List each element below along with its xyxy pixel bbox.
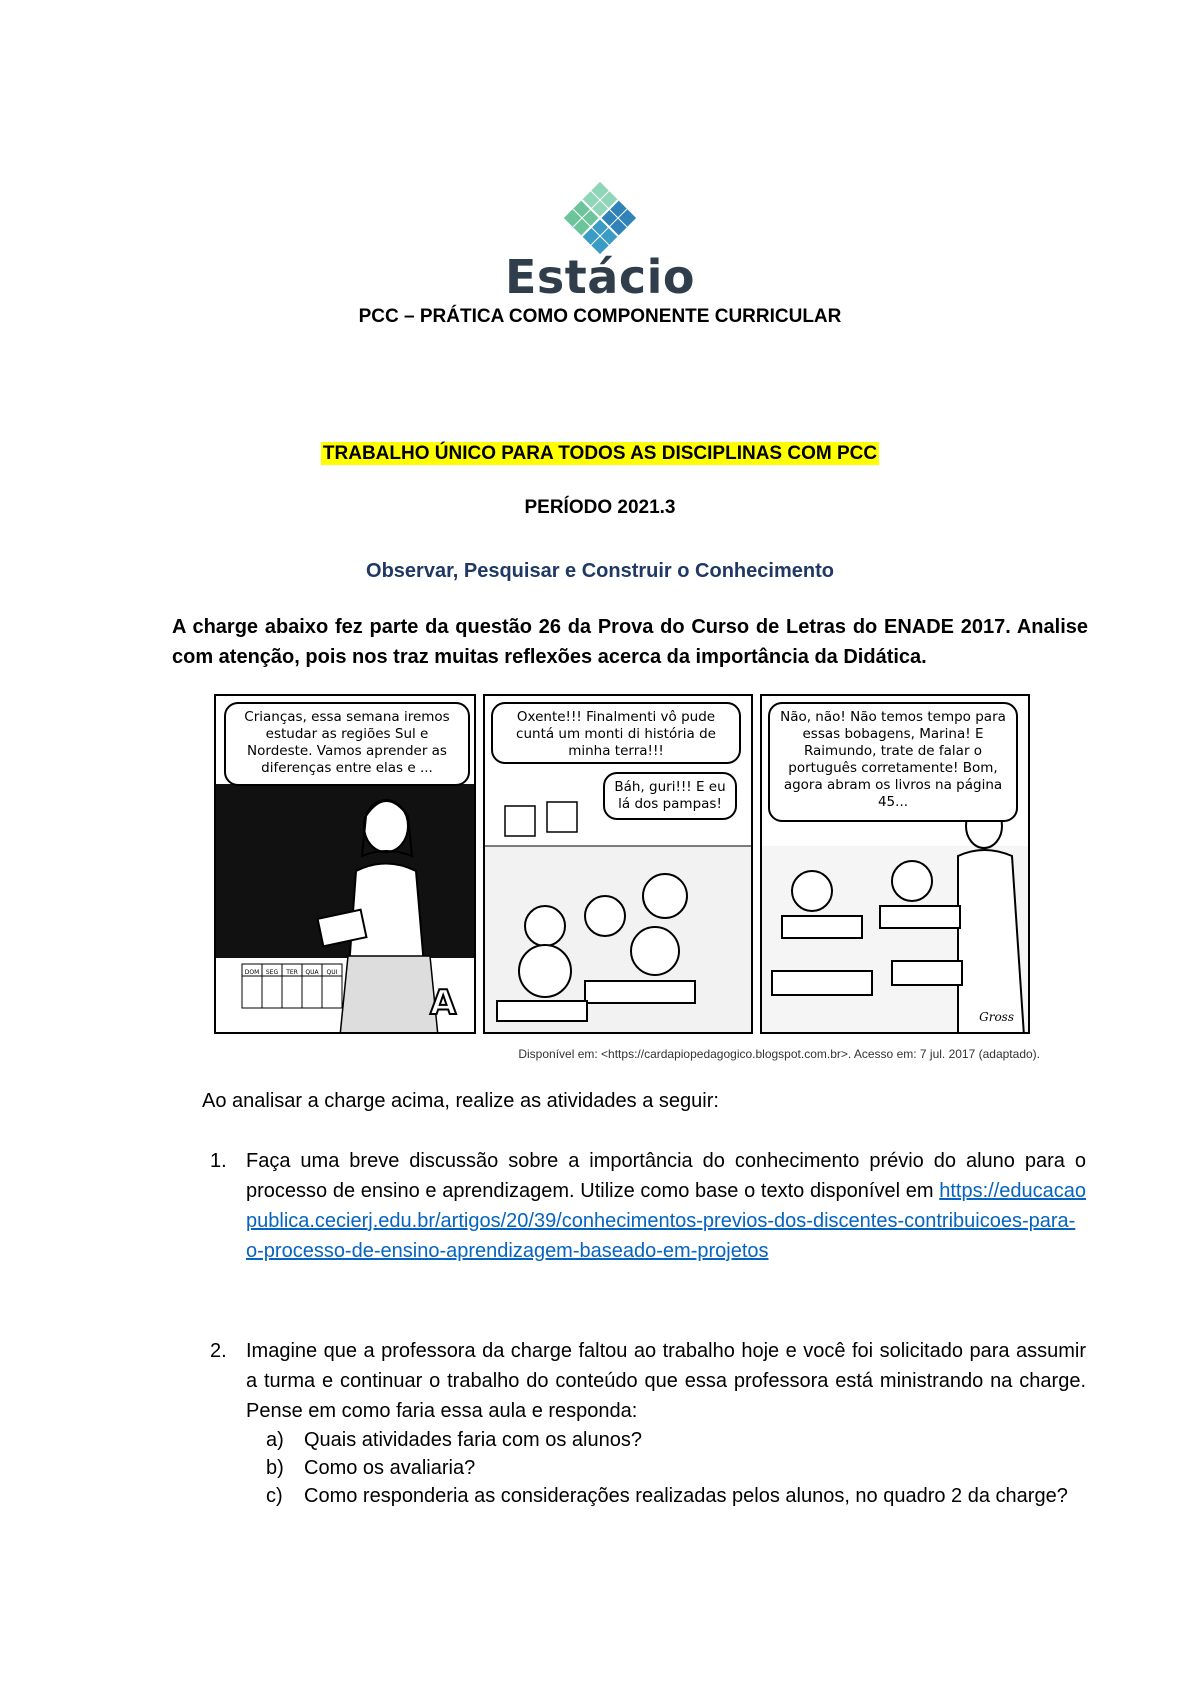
sub-question-text: Como responderia as considerações realizadas pelos alunos, no quadro 2 da charge? bbox=[304, 1485, 1068, 1507]
sub-question-label: c) bbox=[266, 1485, 283, 1507]
calendar-day-0: DOM bbox=[244, 969, 260, 976]
comic-panel-3 bbox=[760, 694, 1030, 1034]
activity-number: 2. bbox=[210, 1340, 227, 1362]
board-letter: A bbox=[430, 983, 457, 1023]
document-subtitle: PCC – PRÁTICA COMO COMPONENTE CURRICULAR bbox=[358, 306, 842, 327]
work-title bbox=[0, 443, 1200, 465]
sub-question-label: a) bbox=[266, 1429, 284, 1451]
calendar-day-4: QUI bbox=[326, 969, 338, 976]
calendar-day-3: QUA bbox=[305, 969, 319, 976]
comic-strip bbox=[214, 694, 1030, 1038]
activity-number: 1. bbox=[210, 1150, 227, 1172]
sub-question-text: Quais atividades faria com os alunos? bbox=[304, 1429, 642, 1451]
period-heading: PERÍODO 2021.3 bbox=[524, 497, 676, 518]
work-title-highlight: TRABALHO ÚNICO PARA TODOS AS DISCIPLINAS COM PCC bbox=[322, 443, 878, 464]
comic-panel-2 bbox=[483, 694, 753, 1034]
artist-signature: Gross bbox=[979, 1010, 1014, 1024]
activity-1-text: Faça uma breve discussão sobre a importância do conhecimento prévio do aluno para o processo de ensino e aprendizagem. Utilize como base o texto disponível em bbox=[246, 1150, 1086, 1202]
student-speech-bubble-2: Báh, guri!!! E eu lá dos pampas! bbox=[603, 772, 737, 820]
theme-heading: Observar, Pesquisar e Construir o Conhecimento bbox=[366, 560, 834, 582]
reference-link[interactable]: https://educacaopublica.cecierj.edu.br/artigos/20/39/conhecimentos-previos-dos-discentes-contribuicoes-para-o-processo-de-ensino-aprendizagem-baseado-em-projetos bbox=[246, 1180, 1086, 1262]
calendar-day-1: SEG bbox=[265, 969, 279, 976]
student-speech-bubble-1: Oxente!!! Finalmenti vô pude cuntá um monti di história de minha terra!!! bbox=[491, 702, 741, 764]
intro-paragraph: A charge abaixo fez parte da questão 26 da Prova do Curso de Letras do ENADE 2017. Analise com atenção, pois nos traz muitas reflexões acerca da importância da Didática. bbox=[172, 616, 1088, 668]
sub-question-label: b) bbox=[266, 1457, 284, 1479]
calendar-day-2: TER bbox=[286, 969, 298, 976]
teacher-reply-bubble: Não, não! Não temos tempo para essas bobagens, Marina! E Raimundo, trate de falar o português corretamente! Bom, agora abram os livros na página 45... bbox=[768, 702, 1018, 822]
activities-lead: Ao analisar a charge acima, realize as atividades a seguir: bbox=[202, 1090, 719, 1112]
estacio-logo bbox=[500, 180, 700, 304]
activity-text bbox=[246, 1146, 1086, 1266]
logo-wordmark: Estácio bbox=[505, 250, 695, 304]
comic-panel-1 bbox=[214, 694, 476, 1034]
comic-caption: Disponível em: <https://cardapiopedagogico.blogspot.com.br>. Acesso em: 7 jul. 2017 (adaptado). bbox=[518, 1047, 1040, 1061]
teacher-speech-bubble: Crianças, essa semana iremos estudar as regiões Sul e Nordeste. Vamos aprender as diferenças entre elas e ... bbox=[224, 702, 470, 786]
activity-2-text: Imagine que a professora da charge faltou ao trabalho hoje e você foi solicitado para assumir a turma e continuar o trabalho do conteúdo que essa professora está ministrando na charge. Pense em como faria essa aula e responda: bbox=[246, 1340, 1086, 1422]
diamond-logo-icon bbox=[562, 180, 638, 256]
sub-question-text: Como os avaliaria? bbox=[304, 1457, 476, 1479]
